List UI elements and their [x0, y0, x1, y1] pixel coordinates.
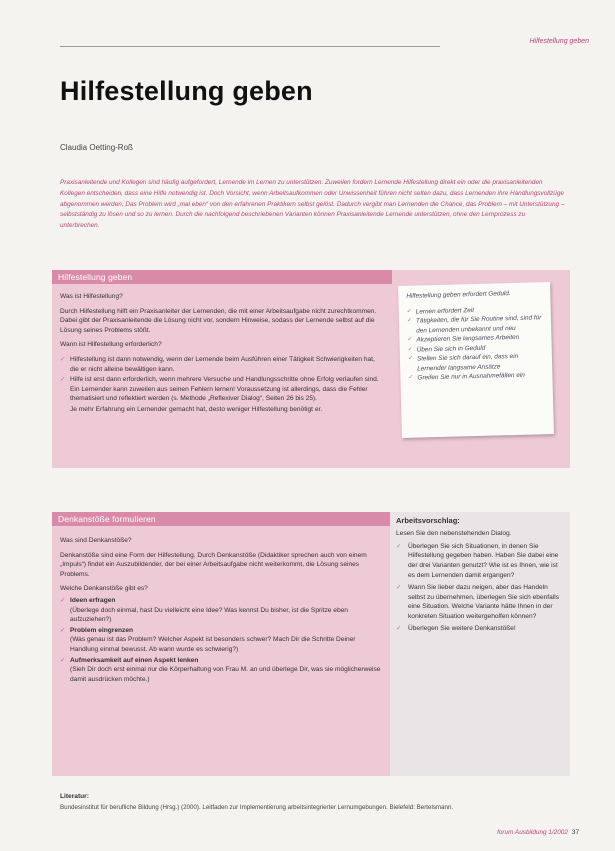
item-text: (Sieh Dir doch erst einmal nur die Körperhaltung von Frau M. an und überlege Dir, was sie möglicherweise damit ausdrücken möchte.) [70, 666, 381, 683]
box-title: Hilfestellung geben [58, 272, 133, 282]
list-item [60, 626, 382, 655]
list-item: ✓ Stellen Sie sich darauf ein, dass ein Lernender langsame Ansätze [408, 351, 544, 374]
page-title: Hilfestellung geben [60, 76, 313, 106]
side-title: Arbeitsvorschlag: [396, 516, 460, 525]
box1-text [60, 292, 385, 419]
list-item: ✓ Greifen Sie nur in Ausnahmefällen ein [408, 370, 544, 383]
list-item: ✓ Hilfe ist erst dann erforderlich, wenn mehrere Versuche und Handlungsschritte ohne Erfolg verlaufen sind. Ein Lernender kann zuweilen aus seinen Fehlern lernen! Voraussetzung ist allerdings, dass die Fehler thematisiert und reflektiert werden (s. Methode „Reflexiver Dialog“, Seiten 26 bis 25). [60, 375, 385, 404]
arbeitsvorschlag-box [390, 512, 570, 776]
sticky-note [398, 282, 554, 438]
section-tag: Hilfestellung geben [529, 38, 589, 45]
literature-text: Bundesinstitut für berufliche Bildung (Hrsg.) (2000). Leitfaden zur Implementierung arbeitsintegrierter Lernumgebungen. Bielefeld: Bertelsmann. [60, 804, 454, 811]
intro-paragraph: Praxisanleitende und Kollegen sind häufig aufgefordert, Lernende im Lernen zu unterstützen. Zuweilen fordern Lernende Hilfestellung direkt ein oder die praxisanleitenden Kollegen entscheiden, dass eine Hilfe notwendig ist. Doch Vorsicht, wenn Arbeitsaufkommen oder Unwissenheit führen nicht selten dazu, dass Lernenden ihre Handlungsvollzüge abgenommen werden. Das Problem wird „mal eben“ von den erfahrenen Praktikern selbst gelöst. Dadurch vergibt man Lernenden die Chance, das Problem – mit Unterstützung – selbstständig zu lösen und so zu lernen. Durch die nachfolgend beschriebenen Varianten können Praxisanleitende Lernende unterstützen, ohne den Lernprozess zu unterbrechen. [60, 179, 565, 230]
box-title: Denkanstöße formulieren [58, 514, 156, 524]
list-item: Je mehr Erfahrung ein Lernender gemacht hat, desto weniger Hilfestellung benötigt er. [70, 405, 323, 413]
page-footer [497, 829, 579, 836]
list-item: ✓ Tätigkeiten, die für Sie Routine sind, sind für den Lernenden unbekannt und neu [407, 313, 543, 336]
side-list [396, 542, 564, 634]
header-rule [60, 46, 440, 47]
item-heading: ✓ Aufmerksamkeit auf einen Aspekt lenken [70, 656, 199, 664]
note-heading: Hilfestellung geben erfordert Geduld. [406, 290, 511, 300]
list-item: ✓ Wann Sie lieber dazu neigen, aber das Handeln selbst zu übernehmen, überlegen Sie sich ebenfalls eine Situation. Welche Variante hätte Ihnen in der konkreten Situation weitergeholfen können? [396, 583, 564, 622]
page-number: 37 [571, 829, 579, 836]
list-item [60, 596, 382, 625]
list-item: ✓ Überlegen Sie sich Situationen, in denen Sie Hilfestellung gegeben haben. Haben Sie dabei eine der drei Varianten genutzt? Wie ist es Ihnen, wie ist es dem Lernenden damit ergangen? [396, 542, 564, 581]
list-item: ✓ Lernen erfordert Zeit [407, 304, 543, 317]
list-item: ✓ Akzeptieren Sie langsames Arbeiten [407, 332, 543, 345]
item-heading: ✓ Ideen erfragen [70, 596, 116, 604]
note-list [407, 304, 545, 384]
literature-heading: Literatur: [60, 793, 89, 800]
question: Was ist Hilfestellung? [60, 293, 123, 300]
journal-name: forum Ausbildung 1/2002 [497, 829, 568, 836]
list-item: ✓ Hilfestellung ist dann notwendig, wenn der Lernende beim Ausführen einer Tätigkeit Schwierigkeiten hat, die er nicht alleine bewältigen kann. [60, 355, 385, 374]
item-text: (Überlege doch einmal, hast Du vielleicht eine Idee? Was kennst Du bisher, ist die Spritze eben aufzuziehen?) [70, 606, 348, 624]
question: Was sind Denkanstöße? [60, 537, 132, 544]
question: Welche Denkanstöße gibt es? [60, 585, 148, 593]
item-heading: ✓ Problem eingrenzen [70, 626, 134, 634]
impulse-list [60, 596, 382, 684]
side-lead: Lesen Sie den nebenstehenden Dialog. [396, 529, 512, 537]
bullet-list [60, 355, 385, 415]
question: Wann ist Hilfestellung erforderlich? [60, 341, 162, 349]
list-item: ✓ Üben Sie sich in Geduld [408, 342, 544, 355]
answer: Denkanstöße sind eine Form der Hilfestellung. Durch Denkanstöße (Didaktiker sprechen auch von einem „Impuls“) findet ein Auszubildender, der bei einer Arbeitsaufgabe nicht weiterkommt, die Lösung seines Problems. [60, 551, 367, 578]
answer: Durch Hilfestellung hilft ein Praxisanleiter der Lernenden, die mit einer Arbeitsaufgabe nicht zurechtkommen. Dabei gibt der Praxisanleitende die Lösung nicht vor, sondern Hinweise, sodass der Lernende selbst auf die Lösung seines Problems stößt. [60, 307, 377, 334]
author-name: Claudia Oetting-Roß [60, 143, 133, 152]
list-item: ✓ Überlegen Sie weitere Denkanstöße! [396, 624, 564, 634]
box2-text [60, 536, 382, 688]
item-text: (Was genau ist das Problem? Welcher Aspekt ist besonders schwer? Mach Dir die Schritte Deiner Handlung einmal bewusst. Ab wann wurde es schwierig?) [70, 636, 356, 653]
list-item [60, 656, 382, 685]
